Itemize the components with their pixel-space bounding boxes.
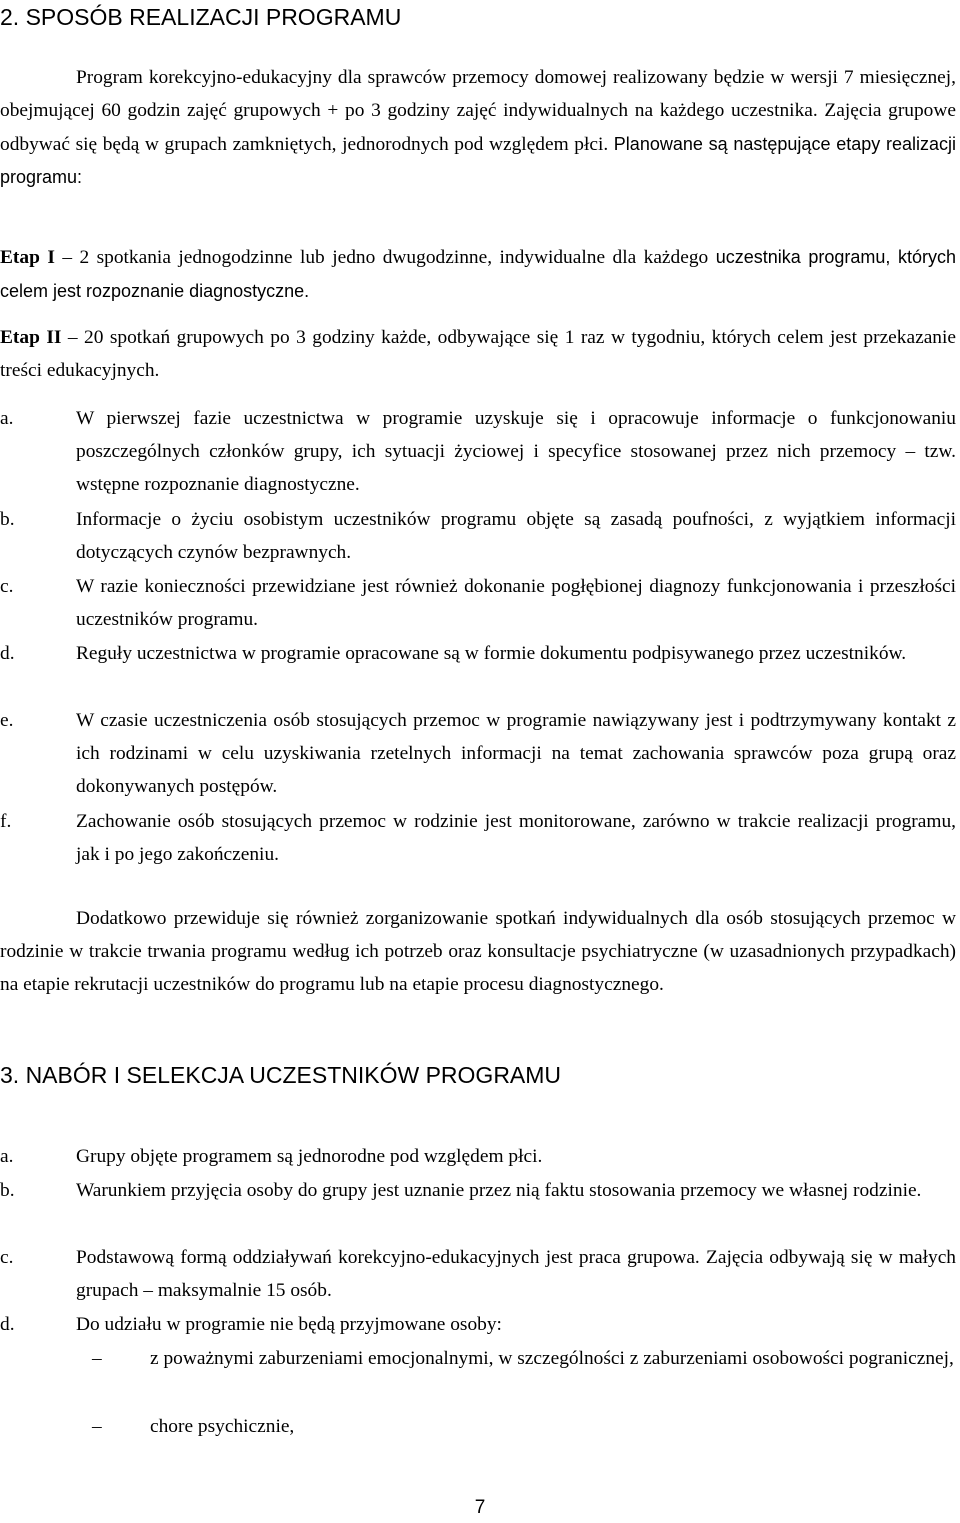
list-marker: c. xyxy=(0,576,14,597)
list-item xyxy=(0,1140,956,1173)
list-marker: b. xyxy=(0,509,15,530)
section-3-heading: 3. NABÓR I SELEKCJA UCZESTNIKÓW PROGRAMU xyxy=(0,1062,562,1088)
list-marker: b. xyxy=(0,1180,15,1201)
list-item-text: Informacje o życiu osobistym uczestników programu objęte są zasadą poufności, z wyjątkiem informacji dotyczących czynów bezprawnych. xyxy=(76,509,956,563)
list-item-text: Grupy objęte programem są jednorodne pod względem płci. xyxy=(76,1146,543,1167)
list-marker: f. xyxy=(0,811,12,832)
section-2-intro xyxy=(0,62,956,195)
stage-1-label: Etap I xyxy=(0,247,55,268)
list-item-text: Podstawową formą oddziaływań korekcyjno-edukacyjnych jest praca grupowa. Zajęcia odbywają się w małych grupach – maksymalnie 15 osób. xyxy=(76,1247,956,1301)
page-number: 7 xyxy=(474,1497,486,1518)
list-item xyxy=(0,1174,956,1207)
list-item xyxy=(0,805,956,871)
list-item xyxy=(0,503,956,569)
list-marker: a. xyxy=(0,1146,14,1167)
list-item xyxy=(0,704,956,803)
list-marker: c. xyxy=(0,1247,14,1268)
sub-list-item xyxy=(92,1410,956,1443)
list-marker: e. xyxy=(0,710,14,731)
list-marker: d. xyxy=(0,643,15,664)
sub-list-item xyxy=(92,1342,956,1375)
list-item xyxy=(0,570,956,636)
list-item xyxy=(0,402,956,501)
list-item-text: W pierwszej fazie uczestnictwa w programie uzyskuje się i opracowuje informacje o funkcjonowaniu poszczególnych członków grupy, ich sytuacji życiowej i specyfice stosowanej przez nich przemocy – tzw. wstępne rozpoznanie diagnostyczne. xyxy=(76,408,956,495)
list-item xyxy=(0,1308,956,1341)
stage-1-text: – 2 spotkania jednogodzinne lub jedno dwugodzinne, indywidualne dla każdego xyxy=(54,247,709,268)
intro-stages-text: Planowane są następujące etapy realizacji programu: xyxy=(0,133,957,188)
list-item-text: Reguły uczestnictwa w programie opracowane są w formie dokumentu podpisywanego przez uczestników. xyxy=(76,643,907,664)
intro-text: Program korekcyjno-edukacyjny dla sprawców przemocy domowej realizowany będzie w wersji 7 miesięcznej, obejmującej 60 godzin zajęć grupowych + po 3 godziny zajęć indywidualnych na każdego uczestnika. Zajęcia grupowe odbywać się będą w grupach zamkniętych, jednorodnych pod względem płci. xyxy=(0,67,956,155)
list-item-text: Zachowanie osób stosujących przemoc w rodzinie jest monitorowane, zarówno w trakcie realizacji programu, jak i po jego zakończeniu. xyxy=(76,811,956,865)
list-item-text: Do udziału w programie nie będą przyjmowane osoby: xyxy=(76,1314,502,1335)
stage-1-text-cont: uczestnika programu, których celem jest rozpoznanie diagnostyczne. xyxy=(0,247,957,301)
stage-2-paragraph xyxy=(0,322,956,388)
section-2-heading: 2. SPOSÓB REALIZACJI PROGRAMU xyxy=(0,4,402,30)
list-item-text: W czasie uczestniczenia osób stosujących przemoc w programie nawiązywany jest i podtrzymywany kontakt z ich rodzinami w celu uzyskiwania rzetelnych informacji na temat zachowania sprawców poza grupą oraz dokonywanych postępów. xyxy=(76,710,956,797)
list-marker: a. xyxy=(0,408,14,429)
sub-list-item-text: z poważnymi zaburzeniami emocjonalnymi, w szczególności z zaburzeniami osobowości pogranicznej, xyxy=(150,1348,954,1369)
list-item xyxy=(0,637,956,670)
sub-list-item-text: chore psychicznie, xyxy=(150,1416,295,1437)
additional-paragraph: Dodatkowo przewiduje się również zorganizowanie spotkań indywidualnych dla osób stosujących przemoc w rodzinie w trakcie trwania programu według ich potrzeb oraz konsultacje psychiatryczne (w uzasadnionych przypadkach) na etapie rekrutacji uczestników do programu lub na etapie procesu diagnostycznego. xyxy=(0,908,956,995)
stage-2-text: – 20 spotkań grupowych po 3 godziny każde, odbywające się 1 raz w tygodniu, których celem jest przekazanie treści edukacyjnych. xyxy=(0,327,956,381)
dash-marker: – xyxy=(92,1348,102,1369)
stage-2-label: Etap II xyxy=(0,327,62,348)
dash-marker: – xyxy=(92,1416,102,1437)
list-item xyxy=(0,1241,956,1307)
list-marker: d. xyxy=(0,1314,15,1335)
list-item-text: Warunkiem przyjęcia osoby do grupy jest uznanie przez nią faktu stosowania przemocy we własnej rodzinie. xyxy=(76,1180,922,1201)
list-item-text: W razie konieczności przewidziane jest również dokonanie pogłębionej diagnozy funkcjonowania i przeszłości uczestników programu. xyxy=(76,576,956,630)
stage-1-paragraph xyxy=(0,241,956,309)
